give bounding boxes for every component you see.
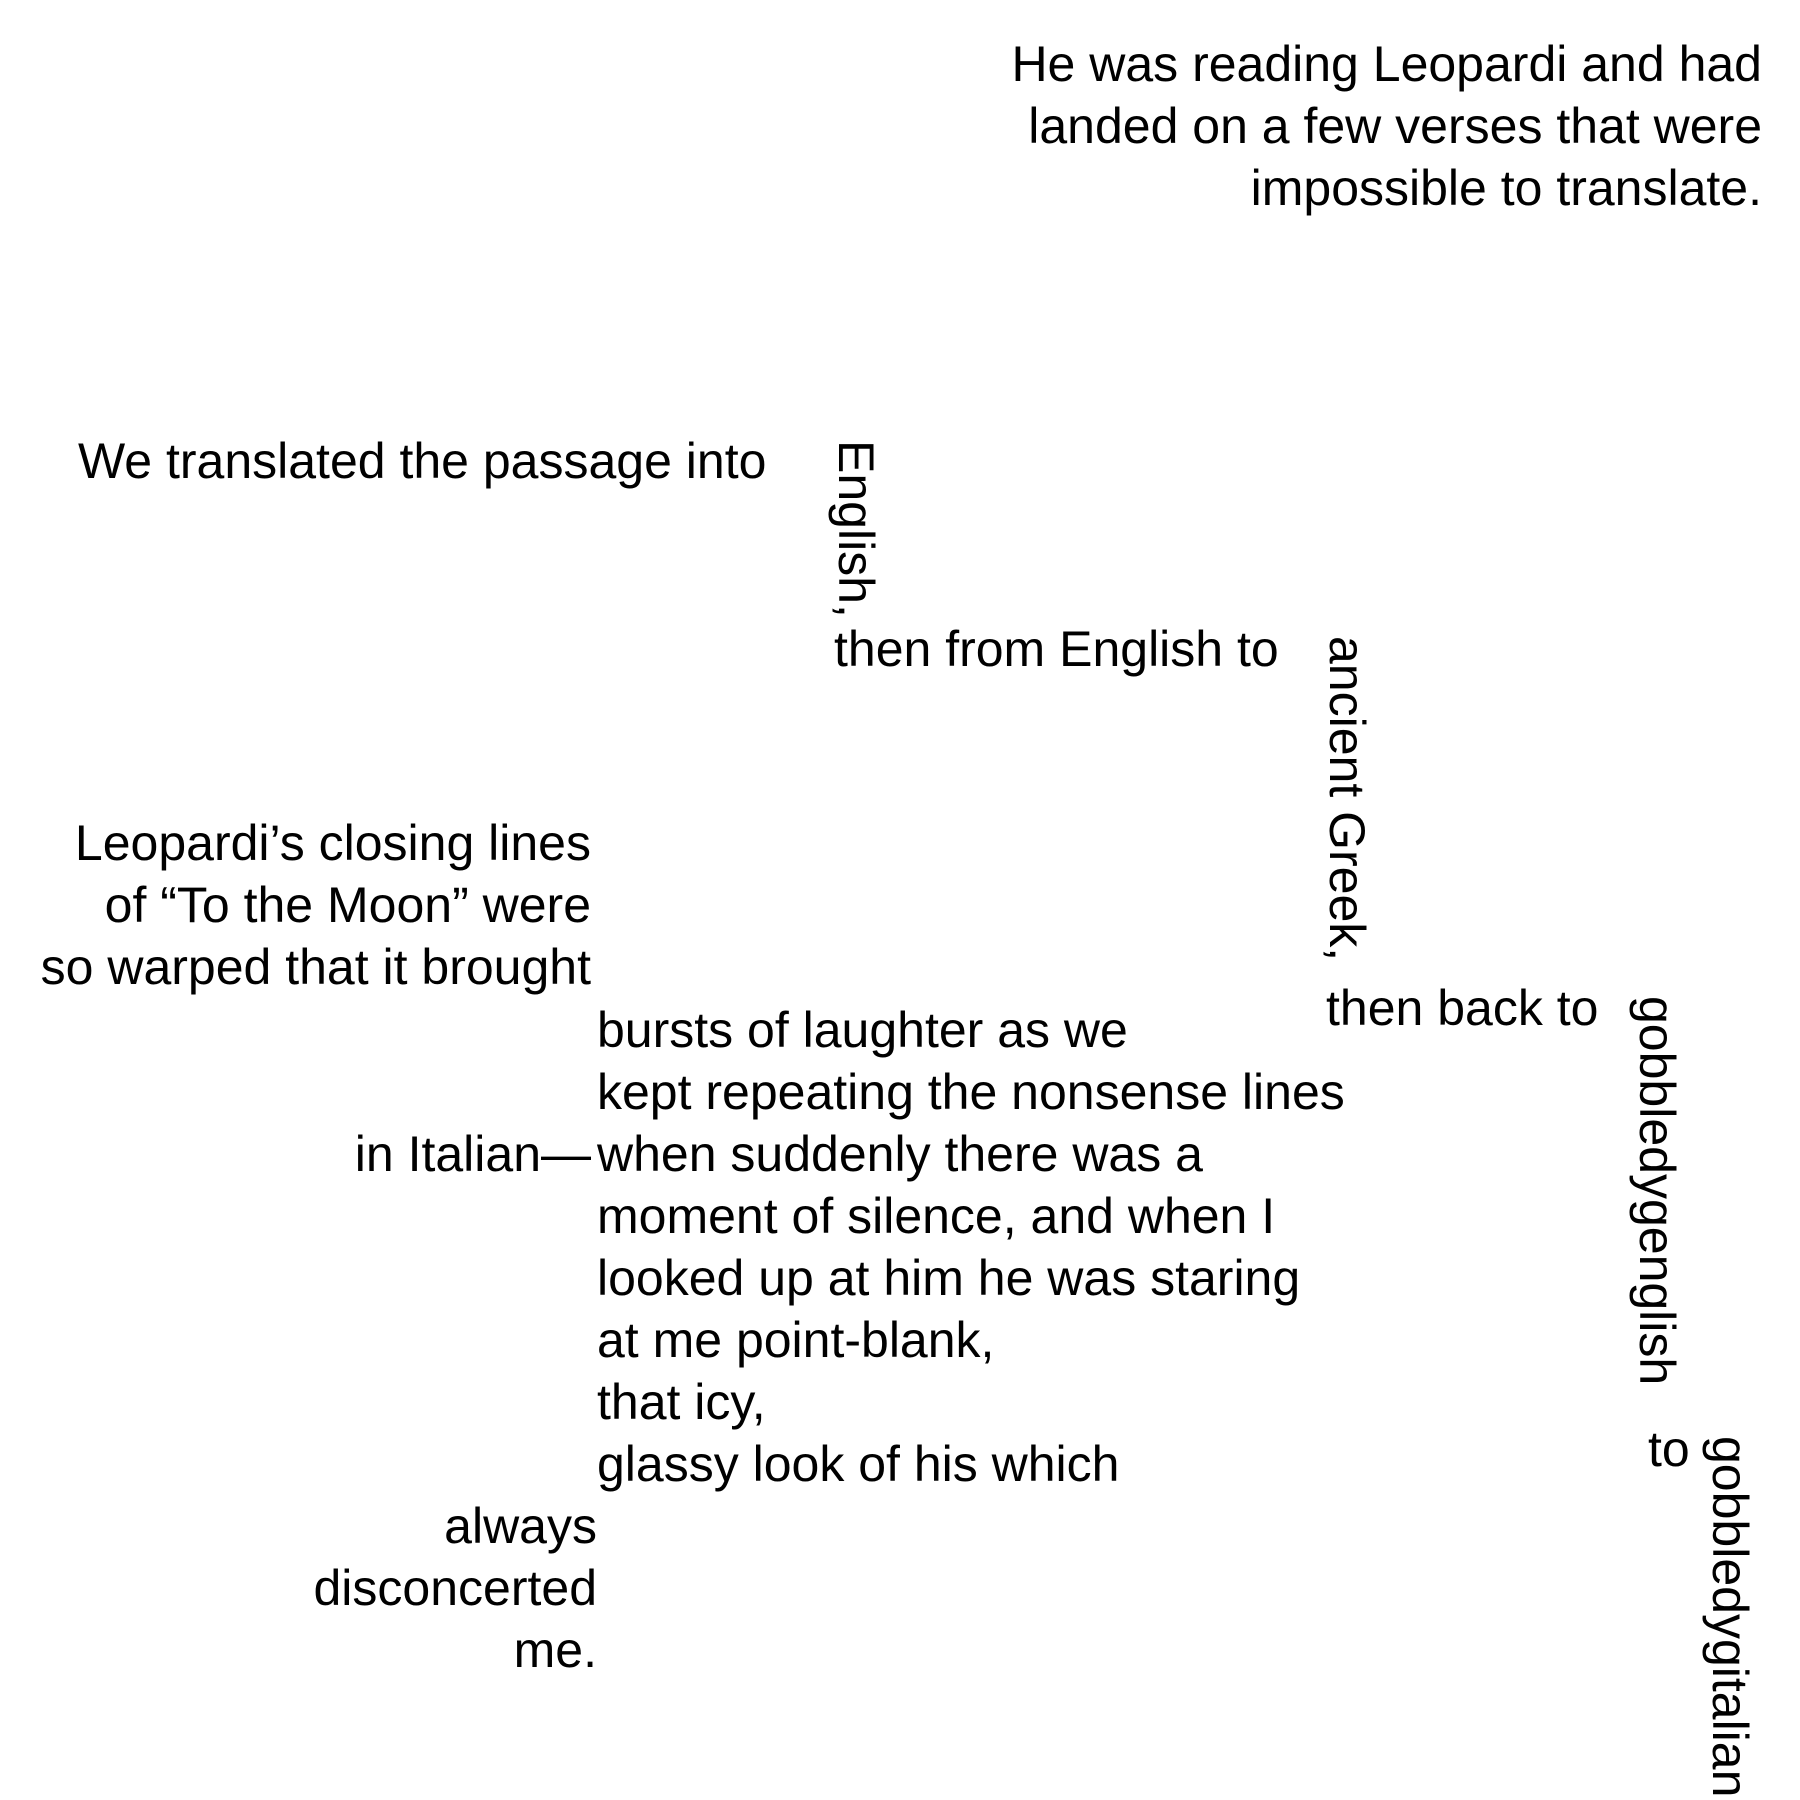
closing-line: so warped that it brought xyxy=(40,939,591,995)
then-from-english-text: then from English to xyxy=(834,621,1279,677)
silence-line: at me point-blank, xyxy=(597,1312,995,1368)
closing-line: Leopardi’s closing lines xyxy=(74,815,591,871)
silence-line: that icy, xyxy=(597,1374,766,1430)
in-italian-text: in Italian— xyxy=(354,1126,591,1182)
gobbledygenglish-vertical-text: gobbledygenglish xyxy=(1629,996,1685,1386)
laughter-line: kept repeating the nonsense lines xyxy=(597,1064,1345,1120)
silence-line: when suddenly there was a xyxy=(597,1126,1203,1182)
silence-line: glassy look of his which xyxy=(597,1436,1120,1492)
ending-line: disconcerted xyxy=(313,1560,597,1616)
intro-line: He was reading Leopardi and had xyxy=(1011,36,1762,92)
translated-into-text: We translated the passage into xyxy=(78,433,767,489)
ending-text xyxy=(314,1495,598,1681)
closing-line: of “To the Moon” were xyxy=(104,877,591,933)
closing-lines-text xyxy=(41,812,591,998)
ancient-greek-vertical-text: ancient Greek, xyxy=(1319,636,1375,962)
then-back-to-text: then back to xyxy=(1326,980,1599,1036)
intro-line: impossible to translate. xyxy=(1250,160,1762,216)
laughter-line: bursts of laughter as we xyxy=(597,1002,1128,1058)
silence-line: moment of silence, and when I xyxy=(597,1188,1276,1244)
intro-line: landed on a few verses that were xyxy=(1028,98,1762,154)
laughter-text xyxy=(597,999,1345,1123)
silence-line: looked up at him he was staring xyxy=(597,1250,1301,1306)
english-vertical-text: English, xyxy=(828,440,884,618)
ending-line: me. xyxy=(513,1622,597,1678)
ending-line: always xyxy=(444,1498,597,1554)
silence-text xyxy=(597,1123,1300,1495)
to-text: to xyxy=(1648,1421,1690,1477)
intro-text xyxy=(1011,33,1762,219)
gobbledygitalian-vertical-text: gobbledygitalian xyxy=(1702,1436,1758,1798)
